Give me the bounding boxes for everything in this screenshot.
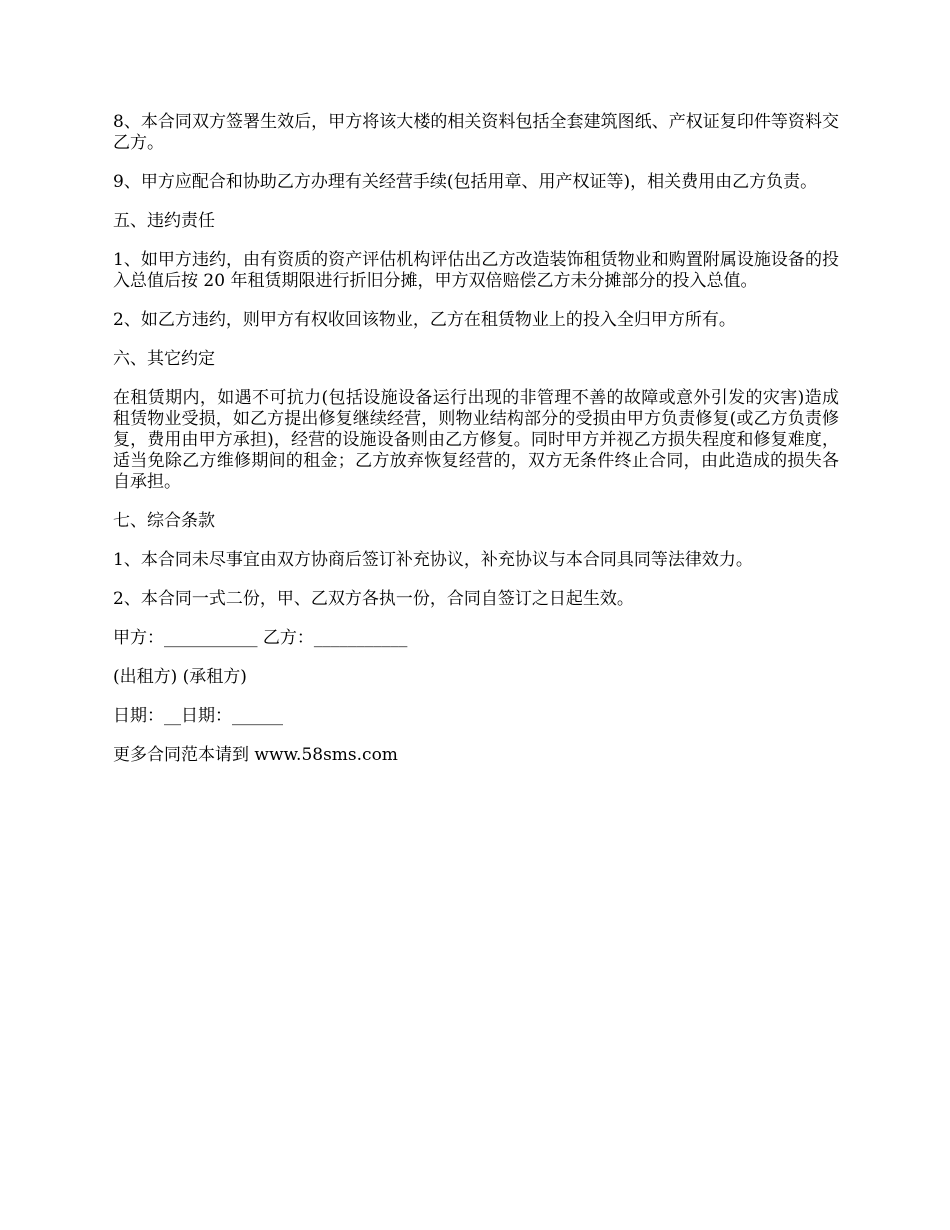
section-heading-breach: 五、违约责任 [113,211,215,231]
section-heading-other: 六、其它约定 [113,349,215,369]
general-clause-2: 2、本合同一式二份，甲、乙双方各执一份，合同自签订之日起生效。 [113,589,634,609]
clause-8: 8、本合同双方签署生效后，甲方将该大楼的相关资料包括全套建筑图纸、产权证复印件等资料交乙方。 [113,112,839,153]
document-body [113,112,839,784]
section-heading-general: 七、综合条款 [113,511,215,531]
clause-9: 9、甲方应配合和协助乙方办理有关经营手续(包括用章、用产权证等)，相关费用由乙方负责。 [113,172,818,192]
footer-note: 更多合同范本请到 www.58sms.com [113,745,398,765]
breach-clause-1: 1、如甲方违约，由有资质的资产评估机构评估出乙方改造装饰租赁物业和购置附属设施设备的投入总值后按 20 年租赁期限进行折旧分摊，甲方双倍赔偿乙方未分摊部分的投入总值。 [113,250,839,291]
party-roles: (出租方) (承租方) [113,667,247,687]
date-line: 日期：__日期：______ [113,706,283,726]
force-majeure-clause: 在租赁期内，如遇不可抗力(包括设施设备运行出现的非管理不善的故障或意外引发的灾害)造成租赁物业受损，如乙方提出修复继续经营，则物业结构部分的受损由甲方负责修复(或乙方负责修复，费用由甲方承担)，经营的设施设备则由乙方修复。同时甲方并视乙方损失程度和修复难度，适当免除乙方维修期间的租金；乙方放弃恢复经营的，双方无条件终止合同，由此造成的损失各自承担。 [113,388,839,492]
breach-clause-2: 2、如乙方违约，则甲方有权收回该物业，乙方在租赁物业上的投入全归甲方所有。 [113,310,736,330]
general-clause-1: 1、本合同未尽事宜由双方协商后签订补充协议，补充协议与本合同具同等法律效力。 [113,550,753,570]
signature-line: 甲方：___________ 乙方：___________ [113,628,408,648]
